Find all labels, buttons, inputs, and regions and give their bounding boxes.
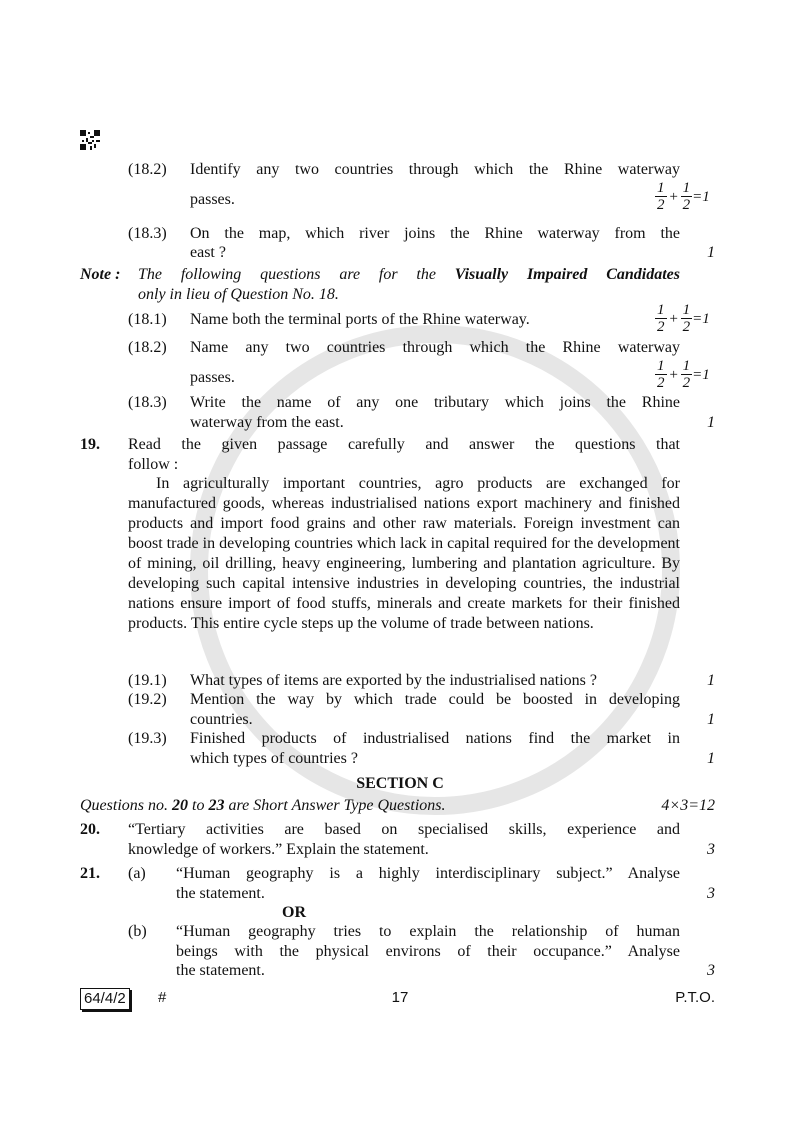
question-text: the statement.: [176, 962, 265, 979]
marks: 3: [707, 885, 715, 902]
question-text: beings with the physical environs of their occupance.” Analyse: [176, 943, 680, 960]
section-marks: 4×3=12: [661, 797, 715, 814]
subquestion-text: Mention the way by which trade could be boosted in developing: [190, 691, 680, 708]
or-separator: OR: [282, 904, 306, 921]
subquestion-number: (19.1): [128, 672, 167, 689]
subquestion-text: Finished products of industrialised nations find the market in: [190, 730, 680, 747]
section-instructions: Questions no. 20 to 23 are Short Answer Type Questions.: [80, 797, 446, 814]
subquestion-text: Name any two countries through which the Rhine waterway: [190, 339, 680, 356]
footer-hash: #: [158, 989, 167, 1006]
question-text: “Tertiary activities are based on specialised skills, experience and: [128, 821, 680, 838]
question-text: “Human geography is a highly interdisciplinary subject.” Analyse: [176, 865, 680, 882]
marks: 1: [707, 672, 715, 689]
question-text: Read the given passage carefully and answer the questions that: [128, 436, 680, 453]
subquestion-number: (19.2): [128, 691, 167, 708]
marks-fraction: 1 2 + $\frac{1}{2}$ =1: [657, 180, 710, 213]
marks: 1: [707, 750, 715, 767]
marks-fraction: 1 2 + $\frac{1}{2}$ =1: [657, 302, 710, 335]
marks: 1: [707, 244, 715, 261]
subquestion-text: east ?: [190, 244, 226, 261]
page-number: 17: [391, 989, 409, 1006]
marks: 1: [707, 711, 715, 728]
pto-label: P.T.O.: [675, 989, 715, 1006]
note-text: The following questions are for the Visually Impaired Candidates: [138, 266, 681, 283]
marks: 3: [707, 841, 715, 858]
subquestion-text: waterway from the east.: [190, 414, 344, 431]
subquestion-number: (18.3): [128, 225, 167, 242]
question-number: 19.: [80, 436, 100, 453]
option-label: (b): [128, 923, 147, 940]
passage: [128, 474, 680, 634]
subquestion-text: countries.: [190, 711, 253, 728]
subquestion-text: Write the name of any one tributary which joins the Rhine: [190, 394, 680, 411]
subquestion-text: passes.: [190, 369, 235, 386]
subquestion-text: Identify any two countries through which the Rhine waterway: [190, 161, 680, 178]
note-label: Note :: [80, 266, 121, 283]
passage-text: In agriculturally important countries, agro products are exchanged for manufactured goods, whereas industrialised nations export machinery and finished products and import food grains and other raw materials. Foreign investment can boost trade in developing countries which lack in capital required for the development of mining, oil drilling, heavy engineering, lumbering and plantation agriculture. By developing such capital intensive industries in developing countries, the industrial nations ensure import of food stuffs, minerals and create markets for their finished products. This entire cycle steps up the volume of trade between nations.: [128, 475, 680, 632]
subquestion-number: (18.2): [128, 339, 167, 356]
question-text: the statement.: [176, 885, 265, 902]
subquestion-number: (18.1): [128, 311, 167, 328]
question-number: 21.: [80, 865, 100, 882]
subquestion-number: (18.2): [128, 161, 167, 178]
question-text: “Human geography tries to explain the relationship of human: [176, 923, 680, 940]
subquestion-text: passes.: [190, 191, 235, 208]
question-text: knowledge of workers.” Explain the statement.: [128, 841, 429, 858]
marks-fraction: 1 2 + $\frac{1}{2}$ =1: [657, 358, 710, 391]
question-text: follow :: [128, 456, 179, 473]
note-text: only in lieu of Question No. 18.: [138, 286, 339, 303]
paper-code: 64/4/2: [80, 988, 130, 1010]
question-number: 20.: [80, 821, 100, 838]
marks: 1: [707, 414, 715, 431]
subquestion-text: which types of countries ?: [190, 750, 358, 767]
section-title: SECTION C: [356, 775, 444, 792]
marks: 3: [707, 962, 715, 979]
qr-code-icon: [80, 130, 100, 150]
subquestion-text: What types of items are exported by the industrialised nations ?: [190, 672, 597, 689]
subquestion-number: (19.3): [128, 730, 167, 747]
subquestion-text: Name both the terminal ports of the Rhine waterway.: [190, 311, 530, 328]
option-label: (a): [128, 865, 146, 882]
subquestion-text: On the map, which river joins the Rhine waterway from the: [190, 225, 680, 242]
subquestion-number: (18.3): [128, 394, 167, 411]
